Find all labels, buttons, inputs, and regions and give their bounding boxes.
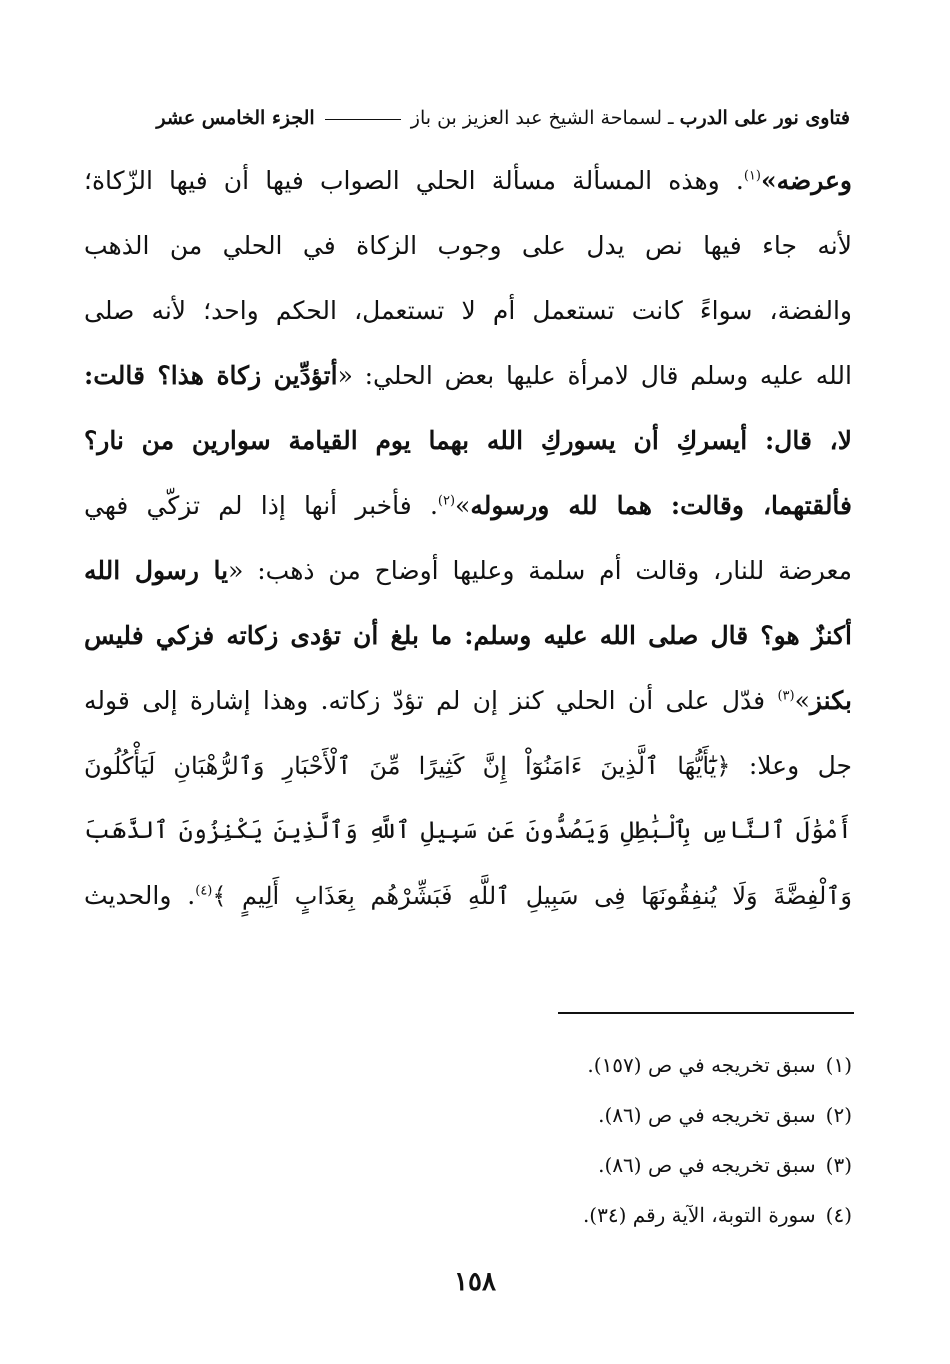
text-line-9 [84, 668, 852, 733]
footnote-text: سبق تخريجه في ص (١٥٧). [587, 1053, 816, 1077]
text-segment: معرضة للنار، وقالت أم سلمة وعليها أوضاح من ذهب: « [228, 556, 852, 585]
footnote-separator [558, 1012, 854, 1014]
volume-label: الجزء الخامس عشر [156, 107, 315, 129]
footnote-number: (٣) [825, 1153, 852, 1177]
hadith-quote: أتؤدِّين زكاة هذا؟ قالت: [84, 361, 338, 390]
text-segment: فدّل على أن الحلي كنز إن لم تؤدّ زكاته. وهذا إشارة إلى قوله [84, 686, 778, 715]
hadith-end: وعرضه» [760, 166, 852, 195]
text-line-2: لأنه جاء فيها نص يدل على وجوب الزكاة في الحلي من الذهب [84, 231, 852, 260]
text-line-6 [84, 473, 852, 538]
footnote-number: (٢) [825, 1103, 852, 1127]
main-text [84, 148, 852, 928]
text-segment: . وهذه المسألة مسألة الحلي الصواب فيها أن فيها الزّكاة؛ [84, 166, 744, 195]
footnotes [300, 1040, 852, 1240]
quran-verse: ﴿يَٰٓأَيُّهَا ٱلَّذِينَ ءَامَنُوٓاْ إِنَّ كَثِيرًا مِّنَ ٱلْأَحْبَارِ وَٱلرُّهْبَانِ لَيَأْكُلُونَ [84, 752, 731, 780]
text-line-1 [84, 148, 852, 213]
book-title: فتاوى نور على الدرب [679, 107, 850, 129]
text-segment: الله عليه وسلم قال لامرأة عليها بعض الحلي: « [337, 361, 852, 390]
footnote-text: سبق تخريجه في ص (٨٦). [598, 1153, 816, 1177]
footnote-ref-3: (٣) [777, 688, 795, 704]
hadith-quote: يا رسول الله [84, 556, 229, 585]
text-segment: جل وعلا: [730, 751, 852, 780]
footnote-ref-1: (١) [743, 168, 761, 184]
author-line: ـ لسماحة الشيخ عبد العزيز بن باز [410, 107, 674, 129]
quote-mark: » [794, 686, 810, 715]
footnote-3 [300, 1140, 852, 1190]
quote-mark: » [455, 491, 471, 520]
header-dash [325, 119, 401, 120]
footnote-text: سبق تخريجه في ص (٨٦). [598, 1103, 816, 1127]
footnote-number: (١) [825, 1053, 852, 1077]
running-header [86, 100, 850, 136]
text-line-7 [84, 538, 852, 603]
quran-verse: وَٱلْفِضَّةَ وَلَا يُنفِقُونَهَا فِى سَبِيلِ ٱللَّهِ فَبَشِّرْهُم بِعَذَابٍ أَلِيمٍ ﴾ [212, 882, 852, 910]
footnote-1 [300, 1040, 852, 1090]
text-segment: . والحديث [84, 881, 196, 910]
footnote-4 [300, 1190, 852, 1240]
footnote-ref-4: (٤) [195, 883, 213, 899]
footnote-number: (٤) [825, 1203, 852, 1227]
footnote-text: سورة التوبة، الآية رقم (٣٤). [582, 1203, 816, 1227]
text-segment: . فأخبر أنها إذا لم تزكّي فهي [84, 491, 438, 520]
text-line-11: أَمْوَٰلَ ٱلنَّاسِ بِٱلْبَٰطِلِ وَيَصُدُّونَ عَن سَبِيلِ ٱللَّهِ وَٱلَّذِينَ يَكْنِزُونَ ٱلذَّهَبَ [84, 816, 852, 844]
footnote-ref-2: (٢) [437, 493, 456, 509]
hadith-quote: فألقتهما، وقالت: هما لله ورسوله [470, 491, 852, 520]
footnote-2 [300, 1090, 852, 1140]
text-line-5: لا، قال: أيسركِ أن يسوركِ الله بهما يوم القيامة سوارين من نار؟ [84, 426, 852, 455]
text-line-8: أكنزٌ هو؟ قال صلى الله عليه وسلم: ما بلغ أن تؤدى زكاته فزكي فليس [84, 621, 852, 650]
page-number: ١٥٨ [454, 1267, 496, 1297]
text-line-12 [84, 863, 852, 928]
text-line-4 [84, 343, 852, 408]
text-line-10 [84, 733, 852, 798]
text-line-3: والفضة، سواءً كانت تستعمل أم لا تستعمل، الحكم واحد؛ لأنه صلى [84, 296, 852, 325]
hadith-quote: بكنز [809, 686, 852, 715]
